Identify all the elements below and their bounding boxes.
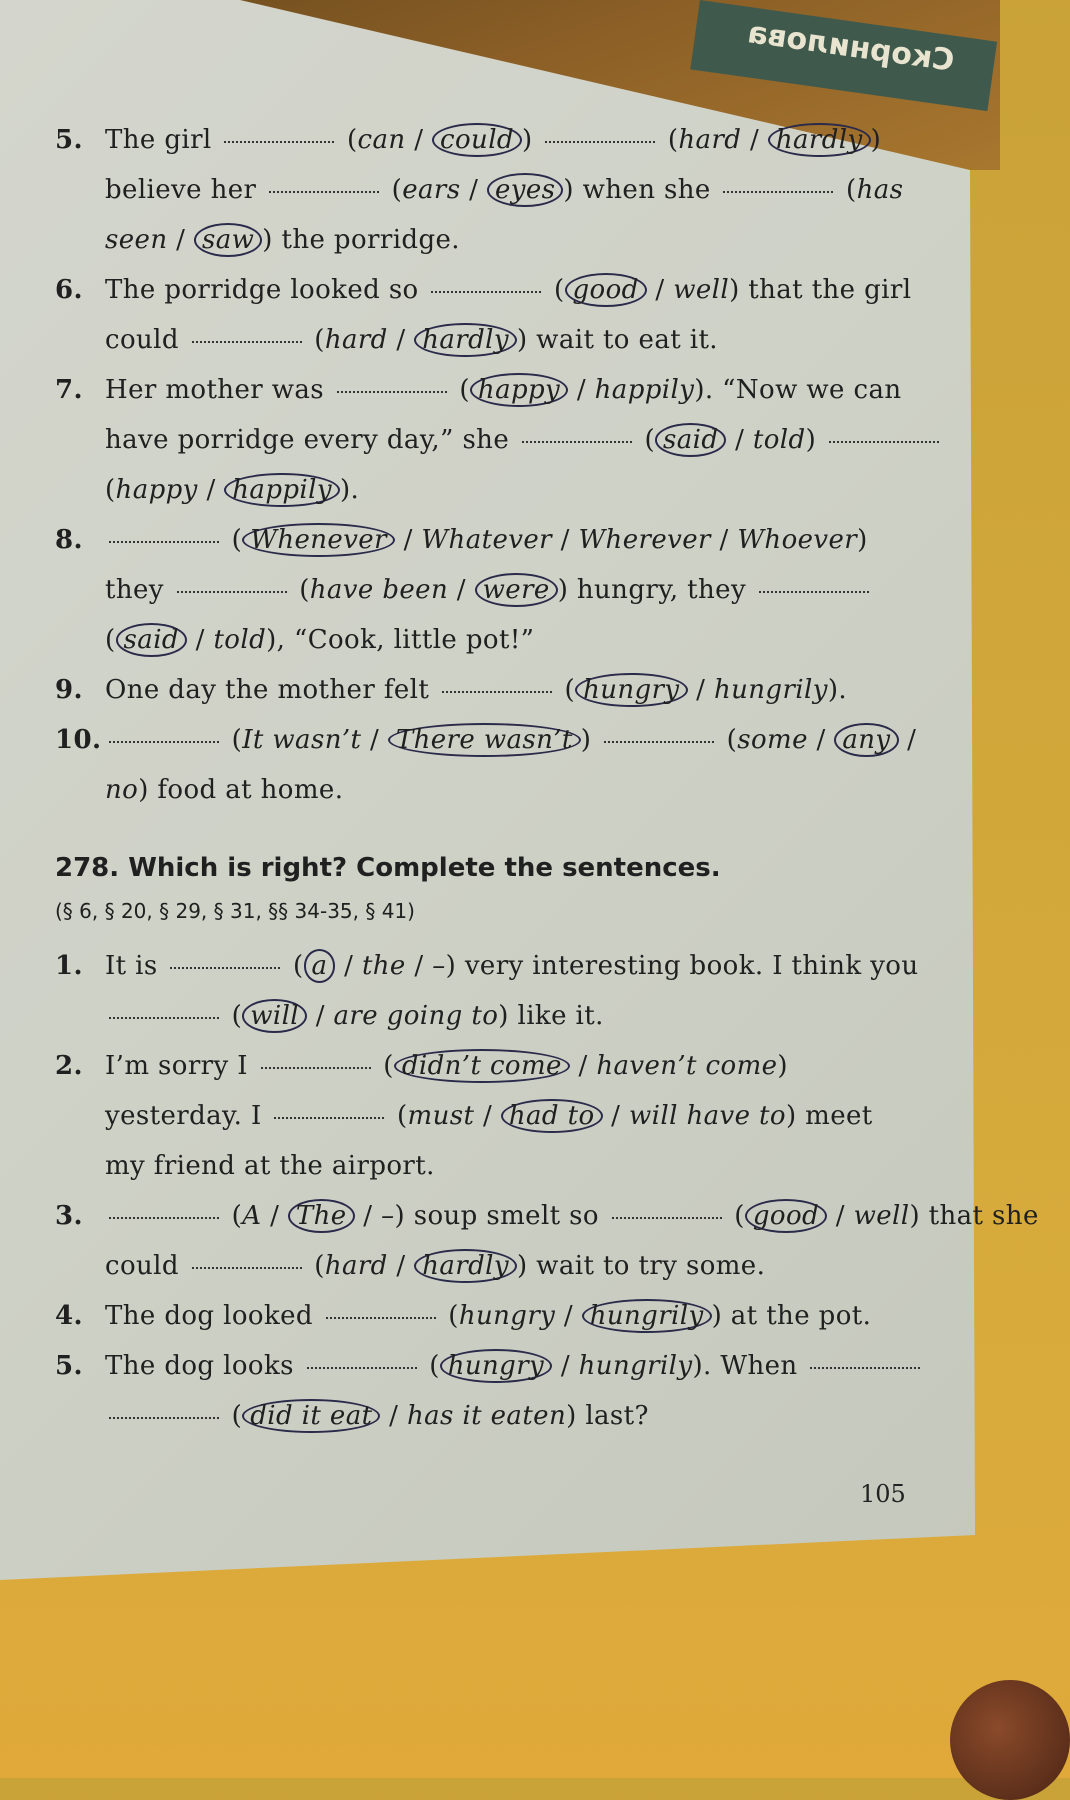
answer-option[interactable]: told	[752, 425, 806, 455]
sentence-text: /	[460, 175, 487, 205]
sentence-text: )	[521, 125, 542, 155]
exercise-line	[55, 565, 905, 615]
sentence-text: (	[420, 1351, 440, 1381]
answer-option[interactable]: hungrily	[714, 675, 828, 705]
item-number: 6.	[55, 275, 83, 305]
sentence-text: The dog looks	[105, 1351, 303, 1381]
exercise-line	[55, 1091, 905, 1141]
circled-answer-option[interactable]: hardly	[414, 323, 517, 357]
item-number: 3.	[55, 1201, 83, 1231]
exercise-item	[55, 941, 919, 1041]
answer-option[interactable]: told	[213, 625, 267, 655]
sentence-text: (	[223, 525, 243, 555]
sentence-text: /	[646, 275, 674, 305]
exercise-item	[55, 715, 917, 815]
exercise-item	[55, 1341, 905, 1441]
sentence-text: (	[223, 1401, 243, 1431]
sentence-text: ) last?	[566, 1401, 649, 1431]
sentence-text: /	[394, 525, 422, 555]
sentence-text: (	[388, 1101, 408, 1131]
exercise-line	[55, 1241, 905, 1291]
circled-answer-option[interactable]: happily	[224, 473, 340, 507]
item-number: 10.	[55, 725, 102, 755]
circled-answer-option[interactable]: eyes	[487, 173, 563, 207]
circled-answer-option[interactable]: were	[475, 573, 558, 607]
sentence-text: (	[305, 1251, 325, 1281]
exercise-278-references: (§ 6, § 20, § 29, § 31, §§ 34-35, § 41)	[55, 899, 415, 923]
circled-answer-option[interactable]: good	[565, 273, 647, 307]
circled-answer-option[interactable]: did it eat	[242, 1399, 380, 1433]
sentence-text: (	[305, 325, 325, 355]
sentence-text: (	[338, 125, 358, 155]
sentence-text: yesterday. I	[105, 1101, 271, 1131]
answer-blank[interactable]	[224, 140, 334, 143]
answer-option[interactable]: have been	[309, 575, 449, 605]
sentence-text: ). When	[692, 1351, 807, 1381]
exercise-line	[55, 415, 905, 465]
answer-blank[interactable]	[337, 390, 447, 393]
exercise-line	[55, 615, 905, 665]
answer-option[interactable]: some	[737, 725, 808, 755]
answer-blank[interactable]	[269, 190, 379, 193]
sentence-text: /	[380, 1401, 407, 1431]
page-content	[55, 115, 1039, 1441]
circled-answer-option[interactable]: good	[745, 1199, 827, 1233]
exercise-line	[55, 941, 919, 991]
circled-answer-option[interactable]: saw	[194, 223, 262, 257]
exercise-item	[55, 1041, 905, 1191]
answer-option[interactable]: has	[856, 175, 904, 205]
sentence-text: /	[726, 425, 753, 455]
answer-blank[interactable]	[109, 540, 219, 543]
item-number: 9.	[55, 675, 83, 705]
circled-answer-option[interactable]: had to	[501, 1099, 603, 1133]
circled-answer-option[interactable]: happy	[470, 373, 568, 407]
exercise-line	[55, 1291, 905, 1341]
item-number: 5.	[55, 1351, 83, 1381]
answer-option[interactable]: ears	[402, 175, 461, 205]
sentence-text: ) meet	[785, 1101, 873, 1131]
sentence-text: /	[827, 1201, 854, 1231]
coin	[950, 1680, 1070, 1800]
item-number: 4.	[55, 1301, 83, 1331]
answer-option[interactable]: well	[853, 1201, 910, 1231]
exercise-line	[55, 1041, 905, 1091]
sentence-text: (	[284, 951, 304, 981]
answer-option[interactable]: no	[105, 775, 139, 805]
sentence-text: ).	[827, 675, 848, 705]
answer-blank[interactable]	[545, 140, 655, 143]
exercise-item	[55, 265, 912, 365]
answer-blank[interactable]	[759, 590, 869, 593]
book-corner-text: Скорнилова	[745, 15, 957, 79]
exercise-line	[55, 115, 905, 165]
sentence-text: /	[710, 525, 738, 555]
answer-option[interactable]: hard	[324, 1251, 388, 1281]
sentence-text: )	[777, 1051, 788, 1081]
exercise-item	[55, 1291, 905, 1341]
exercise-line	[55, 165, 905, 215]
sentence-text: /	[307, 1001, 334, 1031]
answer-option[interactable]: are going to	[333, 1001, 499, 1031]
circled-answer-option[interactable]: hungry	[575, 673, 687, 707]
exercise-278	[55, 941, 1039, 1441]
exercise-line	[55, 991, 905, 1041]
answer-blank[interactable]	[274, 1116, 384, 1119]
sentence-text: /	[807, 725, 835, 755]
answer-blank[interactable]	[109, 1416, 219, 1419]
answer-option[interactable]: hungry	[458, 1301, 556, 1331]
answer-blank[interactable]	[192, 340, 302, 343]
circled-answer-option[interactable]: hardly	[414, 1249, 517, 1283]
sentence-text: ) like it.	[498, 1001, 604, 1031]
sentence-text: ) food at home.	[138, 775, 344, 805]
sentence-text: /	[552, 1351, 579, 1381]
answer-blank[interactable]	[326, 1316, 436, 1319]
exercise-line	[55, 515, 905, 565]
sentence-text: could	[105, 325, 188, 355]
answer-option[interactable]: will have to	[629, 1101, 786, 1131]
sentence-text: One day the mother felt	[105, 675, 438, 705]
sentence-text: ) at the pot.	[711, 1301, 872, 1331]
item-number: 5.	[55, 125, 83, 155]
circled-answer-option[interactable]: said	[655, 423, 726, 457]
sentence-text: /	[335, 951, 362, 981]
answer-option[interactable]: –	[432, 951, 446, 981]
sentence-text: /	[555, 1301, 582, 1331]
sentence-text: could	[105, 1251, 188, 1281]
exercise-line	[55, 1191, 1039, 1241]
sentence-text: /	[387, 1251, 415, 1281]
sentence-text: ) the porridge.	[262, 225, 460, 255]
sentence-text: The girl	[105, 125, 221, 155]
sentence-text: /	[405, 125, 433, 155]
answer-blank[interactable]	[723, 190, 833, 193]
answer-blank[interactable]	[109, 740, 219, 743]
answer-blank[interactable]	[177, 590, 287, 593]
circled-answer-option[interactable]: will	[242, 999, 307, 1033]
sentence-text: ) wait to try some.	[516, 1251, 766, 1281]
exercise-line	[55, 715, 917, 765]
sentence-text: /	[448, 575, 475, 605]
sentence-text: ). “Now we can	[694, 375, 902, 405]
answer-option[interactable]: seen	[105, 225, 168, 255]
answer-blank[interactable]	[261, 1066, 371, 1069]
sentence-text: believe her	[105, 175, 266, 205]
sentence-text: )	[857, 525, 868, 555]
sentence-text: /	[186, 625, 214, 655]
sentence-text: I’m sorry I	[105, 1051, 257, 1081]
sentence-text: /	[261, 1201, 288, 1231]
sentence-text: /	[741, 125, 768, 155]
sentence-text: (	[439, 1301, 459, 1331]
exercise-item	[55, 115, 905, 265]
answer-blank[interactable]	[307, 1366, 417, 1369]
sentence-text: )	[580, 725, 600, 755]
sentence-text: (	[383, 175, 403, 205]
circled-answer-option[interactable]: said	[116, 623, 187, 657]
circled-answer-option[interactable]: hungrily	[582, 1299, 712, 1333]
sentence-text: ) wait to eat it.	[516, 325, 718, 355]
answer-option[interactable]: hungrily	[578, 1351, 693, 1381]
answer-option[interactable]: happily	[594, 375, 695, 405]
answer-option[interactable]: hard	[324, 325, 388, 355]
sentence-text: (	[837, 175, 857, 205]
circled-answer-option[interactable]: a	[304, 949, 336, 983]
answer-blank[interactable]	[192, 1266, 302, 1269]
circled-answer-option[interactable]: The	[288, 1199, 355, 1233]
sentence-text: )	[805, 425, 825, 455]
answer-option[interactable]: well	[673, 275, 730, 305]
circled-answer-option[interactable]: any	[834, 723, 898, 757]
answer-option[interactable]: happy	[115, 475, 198, 505]
sentence-text: The porridge looked so	[105, 275, 428, 305]
sentence-text: ), “Cook, little pot!”	[266, 625, 535, 655]
exercise-item	[55, 515, 905, 665]
sentence-text: /	[387, 325, 415, 355]
answer-option[interactable]: Whoever	[737, 525, 858, 555]
sentence-text: they	[105, 575, 173, 605]
answer-option[interactable]: –	[381, 1201, 395, 1231]
circled-answer-option[interactable]: There wasn’t	[388, 723, 581, 757]
sentence-text: (	[290, 575, 310, 605]
sentence-text: /	[197, 475, 225, 505]
sentence-text: /	[569, 1051, 597, 1081]
answer-option[interactable]: can	[357, 125, 406, 155]
sentence-text: (	[374, 1051, 394, 1081]
sentence-text: ) hungry, they	[557, 575, 755, 605]
sentence-text: /	[405, 951, 433, 981]
exercise-item	[55, 1191, 1039, 1291]
answer-option[interactable]: It wasn’t	[242, 725, 362, 755]
sentence-text: ) very interesting book. I think you	[445, 951, 919, 981]
sentence-text: /	[361, 725, 388, 755]
exercise-line	[55, 1391, 905, 1441]
answer-blank[interactable]	[442, 690, 552, 693]
sentence-text: my friend at the airport.	[105, 1151, 435, 1181]
sentence-text: ) that the girl	[729, 275, 912, 305]
sentence-text: (	[223, 1001, 243, 1031]
answer-blank[interactable]	[431, 290, 541, 293]
exercise-line	[55, 315, 905, 365]
sentence-text: (	[555, 675, 576, 705]
sentence-text: /	[551, 525, 579, 555]
answer-option[interactable]: hard	[678, 125, 742, 155]
circled-answer-option[interactable]: didn’t come	[394, 1049, 570, 1083]
circled-answer-option[interactable]: Whenever	[242, 523, 395, 557]
sentence-text: (	[718, 725, 738, 755]
sentence-text: ) when she	[563, 175, 720, 205]
answer-option[interactable]: A	[242, 1201, 262, 1231]
sentence-text: (	[725, 1201, 745, 1231]
exercise-line	[55, 465, 905, 515]
item-number: 2.	[55, 1051, 83, 1081]
sentence-text: have porridge every day,” she	[105, 425, 518, 455]
circled-answer-option[interactable]: hardly	[768, 123, 871, 157]
answer-blank[interactable]	[810, 1366, 920, 1369]
answer-option[interactable]: must	[407, 1101, 475, 1131]
sentence-text: /	[568, 375, 595, 405]
answer-option[interactable]: the	[361, 951, 406, 981]
sentence-text: /	[354, 1201, 382, 1231]
item-number: 7.	[55, 375, 83, 405]
answer-blank[interactable]	[109, 1016, 219, 1019]
answer-blank[interactable]	[522, 440, 632, 443]
sentence-text: ).	[339, 475, 360, 505]
answer-option[interactable]: Whatever	[421, 525, 552, 555]
sentence-text: /	[167, 225, 194, 255]
sentence-text: (	[223, 725, 243, 755]
exercise-line	[55, 265, 912, 315]
exercise-line	[55, 665, 905, 715]
exercise-item	[55, 665, 905, 715]
sentence-text: /	[602, 1101, 629, 1131]
answer-option[interactable]: Wherever	[578, 525, 711, 555]
sentence-text: /	[474, 1101, 501, 1131]
item-number: 8.	[55, 525, 83, 555]
sentence-text: (	[223, 1201, 243, 1231]
answer-blank[interactable]	[109, 1216, 219, 1219]
exercise-278-title: 278. Which is right? Complete the sentences.	[55, 853, 721, 883]
sentence-text: (	[545, 275, 565, 305]
exercise-line	[55, 215, 905, 265]
answer-option[interactable]: haven’t come	[596, 1051, 778, 1081]
answer-blank[interactable]	[829, 440, 939, 443]
answer-blank[interactable]	[612, 1216, 722, 1219]
sentence-text: /	[898, 725, 917, 755]
answer-blank[interactable]	[170, 966, 280, 969]
answer-option[interactable]: has it eaten	[406, 1401, 567, 1431]
circled-answer-option[interactable]: hungry	[440, 1349, 552, 1383]
exercise-item	[55, 365, 905, 515]
page-number: 105	[860, 1480, 906, 1508]
exercise-line	[55, 765, 905, 815]
circled-answer-option[interactable]: could	[432, 123, 522, 157]
sentence-text: It is	[105, 951, 167, 981]
sentence-text: ) soup smelt so	[394, 1201, 608, 1231]
sentence-text: The dog looked	[105, 1301, 322, 1331]
item-number: 1.	[55, 951, 83, 981]
sentence-text: ) that she	[909, 1201, 1039, 1231]
answer-blank[interactable]	[604, 740, 714, 743]
sentence-text: (	[450, 375, 470, 405]
sentence-text: )	[870, 125, 882, 155]
sentence-text: (	[659, 125, 679, 155]
exercise-line	[55, 1341, 905, 1391]
exercise-277	[55, 115, 917, 815]
exercise-line	[55, 365, 905, 415]
sentence-text: Her mother was	[105, 375, 333, 405]
sentence-text: (	[105, 475, 116, 505]
sentence-text: (	[105, 625, 116, 655]
exercise-line	[55, 1141, 905, 1191]
sentence-text: (	[635, 425, 655, 455]
sentence-text: /	[687, 675, 714, 705]
